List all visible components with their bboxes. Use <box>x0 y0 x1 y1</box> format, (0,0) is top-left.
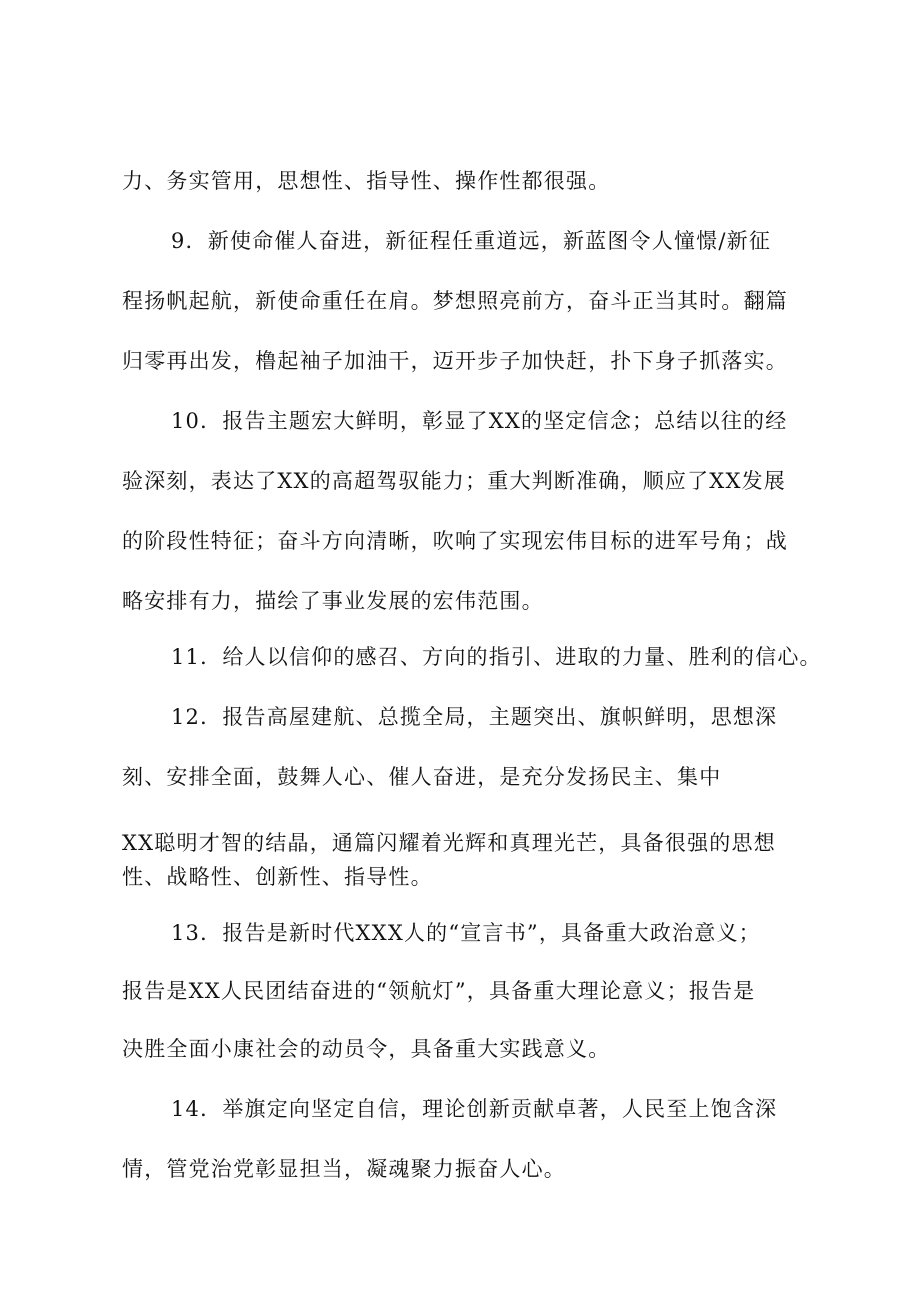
text-line: 的阶段性特征；奋斗方向清晰，吹响了实现宏伟目标的进军号角；战 <box>122 529 788 553</box>
list-item-9-line: 9．新使命催人奋进，新征程任重道远，新蓝图令人憧憬/新征 <box>171 229 772 253</box>
text-line: 力、务实管用，思想性、指导性、操作性都很强。 <box>122 169 611 193</box>
text-line: 略安排有力，描绘了事业发展的宏伟范围。 <box>122 589 544 613</box>
text-line: XX聪明才智的结晶，通篇闪耀着光辉和真理光芒，具备很强的思想 <box>122 831 776 855</box>
text-line: 决胜全面小康社会的动员令，具备重大实践意义。 <box>122 1037 611 1061</box>
text-line: 归零再出发，橹起袖子加油干，迈开步子加快赶，扑下身子抓落实。 <box>122 349 788 373</box>
text-line: 程扬帆起航，新使命重任在肩。梦想照亮前方，奋斗正当其时。翻篇 <box>122 289 788 313</box>
text-line: 刻、安排全面，鼓舞人心、催人奋进，是充分发扬民主、集中 <box>122 765 722 789</box>
list-item-11-line: 11．给人以信仰的感召、方向的指引、进取的力量、胜利的信心。 <box>171 645 822 669</box>
list-item-12-line: 12．报告高屋建航、总揽全局，主题突出、旗帜鲜明，思想深 <box>171 705 778 729</box>
list-item-10-line: 10．报告主题宏大鲜明，彰显了XX的坚定信念；总结以往的经 <box>171 409 788 433</box>
text-line: 报告是XX人民团结奋进的“领航灯”，具备重大理论意义；报告是 <box>122 979 756 1003</box>
text-line: 情，管党治党彰显担当，凝魂聚力振奋人心。 <box>122 1157 566 1181</box>
list-item-13-line: 13．报告是新时代XXX人的“宣言书”，具备重大政治意义； <box>171 921 761 945</box>
text-line: 验深刻，表达了XX的高超驾驭能力；重大判断准确，顺应了XX发展 <box>122 469 786 493</box>
text-line: 性、战略性、创新性、指导性。 <box>122 865 433 889</box>
list-item-14-line: 14．举旗定向坚定自信，理论创新贡献卓著，人民至上饱含深 <box>171 1097 778 1121</box>
